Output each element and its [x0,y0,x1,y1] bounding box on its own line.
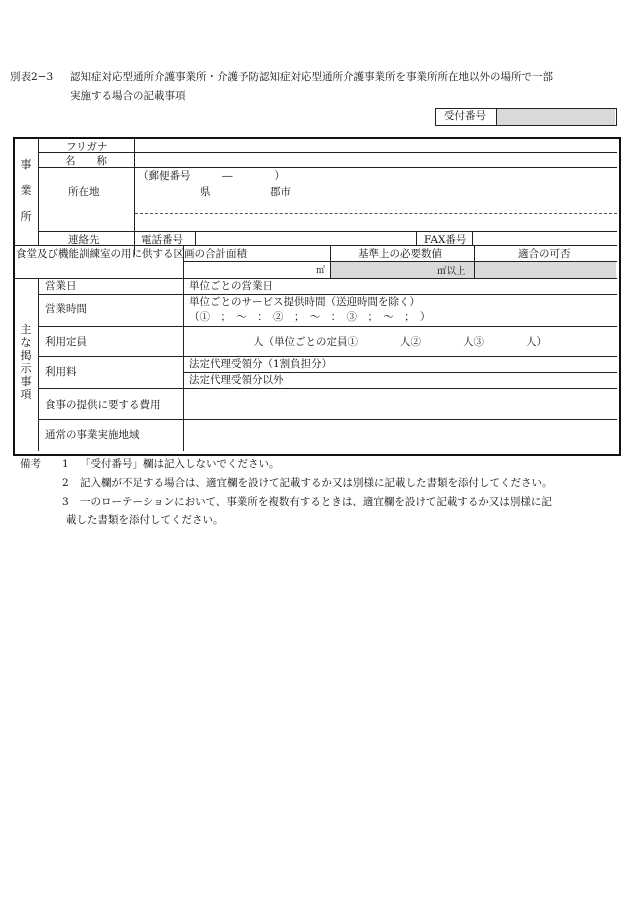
fee-field[interactable] [184,357,616,387]
city-text: 郡市 [270,186,291,198]
area-label: 食堂及び機能訓練室の用に供する区画の合計面積 [16,248,247,260]
phone-field[interactable] [196,232,414,244]
address-field[interactable] [135,168,615,213]
compliance-field[interactable] [475,262,616,278]
remarks-label: 備考 [20,458,41,470]
capacity-field[interactable] [184,327,616,355]
fee-label: 利用料 [45,366,77,378]
contact-label: 連絡先 [68,234,100,246]
business-days-label: 営業日 [45,280,77,292]
meal-cost-label: 食事の提供に要する費用 [45,399,161,411]
furigana-label: フリガナ [66,141,108,153]
form-title-line1: 認知症対応型通所介護事業所・介護予防認知症対応型通所介護事業所を事業所所在地以外の場所で一部 [70,71,553,83]
fax-label: FAX番号 [424,234,467,246]
meal-cost-field[interactable] [184,389,616,418]
notice-side-label: 主 な 掲 示 事 項 [20,323,32,401]
receipt-label: 受付番号 [444,110,486,122]
area-unit: ㎡ [316,266,326,276]
business-hours-slots: （① ； ～ ： ② ； ～ ： ③ ； ～ ； ） [189,311,431,323]
business-hours-label: 営業時間 [45,303,87,315]
compliance-label: 適合の可否 [518,248,571,260]
fax-field[interactable] [473,232,615,244]
remark-number: 2 [62,477,69,489]
form-title-line2: 実施する場合の記載事項 [70,90,186,102]
address-label: 所在地 [68,186,100,198]
remark-text: 一のローテーションにおいて、事業所を複数有するときは、適宜欄を設けて記載するか又は別様に記 [80,496,552,508]
required-unit: ㎡以上 [437,266,466,277]
business-hours-value: 単位ごとのサービス提供時間（送迎時間を除く） [189,296,420,308]
service-area-label: 通常の事業実施地域 [45,429,140,441]
postal-code-text: （郵便番号 ― ） [138,170,285,182]
business-hours-field[interactable] [184,295,616,326]
capacity-value: 人（単位ごとの定員① 人② 人③ 人） [253,336,547,348]
fee-value-statutory: 法定代理受領分（1割負担分） [189,358,333,370]
remark-text: 記入欄が不足する場合は、適宜欄を設けて記載するか又は別様に記載した書類を添付してください。 [80,477,553,489]
receipt-number-field[interactable] [497,109,615,125]
phone-label: 電話番号 [141,234,183,246]
business-days-value: 単位ごとの営業日 [189,280,273,292]
service-area-field[interactable] [184,420,616,450]
remark-text: 「受付番号」欄は記入しないでください。 [80,458,280,470]
name-label: 名 称 [65,155,107,167]
remark-text-continued: 載した書類を添付してください。 [66,514,224,526]
business-days-field[interactable] [184,279,616,293]
remark-number: 3 [62,496,69,508]
office-side-label: 事 業 所 [20,158,32,223]
form-number: 別表2−3 [10,71,54,83]
remark-number: 1 [62,458,69,470]
capacity-label: 利用定員 [45,336,87,348]
area-value-field[interactable] [184,262,314,277]
furigana-field[interactable] [135,139,615,151]
fee-value-other: 法定代理受領分以外 [189,374,284,386]
name-field[interactable] [135,153,615,166]
address-field-line2[interactable] [135,214,615,230]
prefecture-text: 県 [200,186,211,198]
required-value-label: 基準上の必要数値 [358,248,442,260]
